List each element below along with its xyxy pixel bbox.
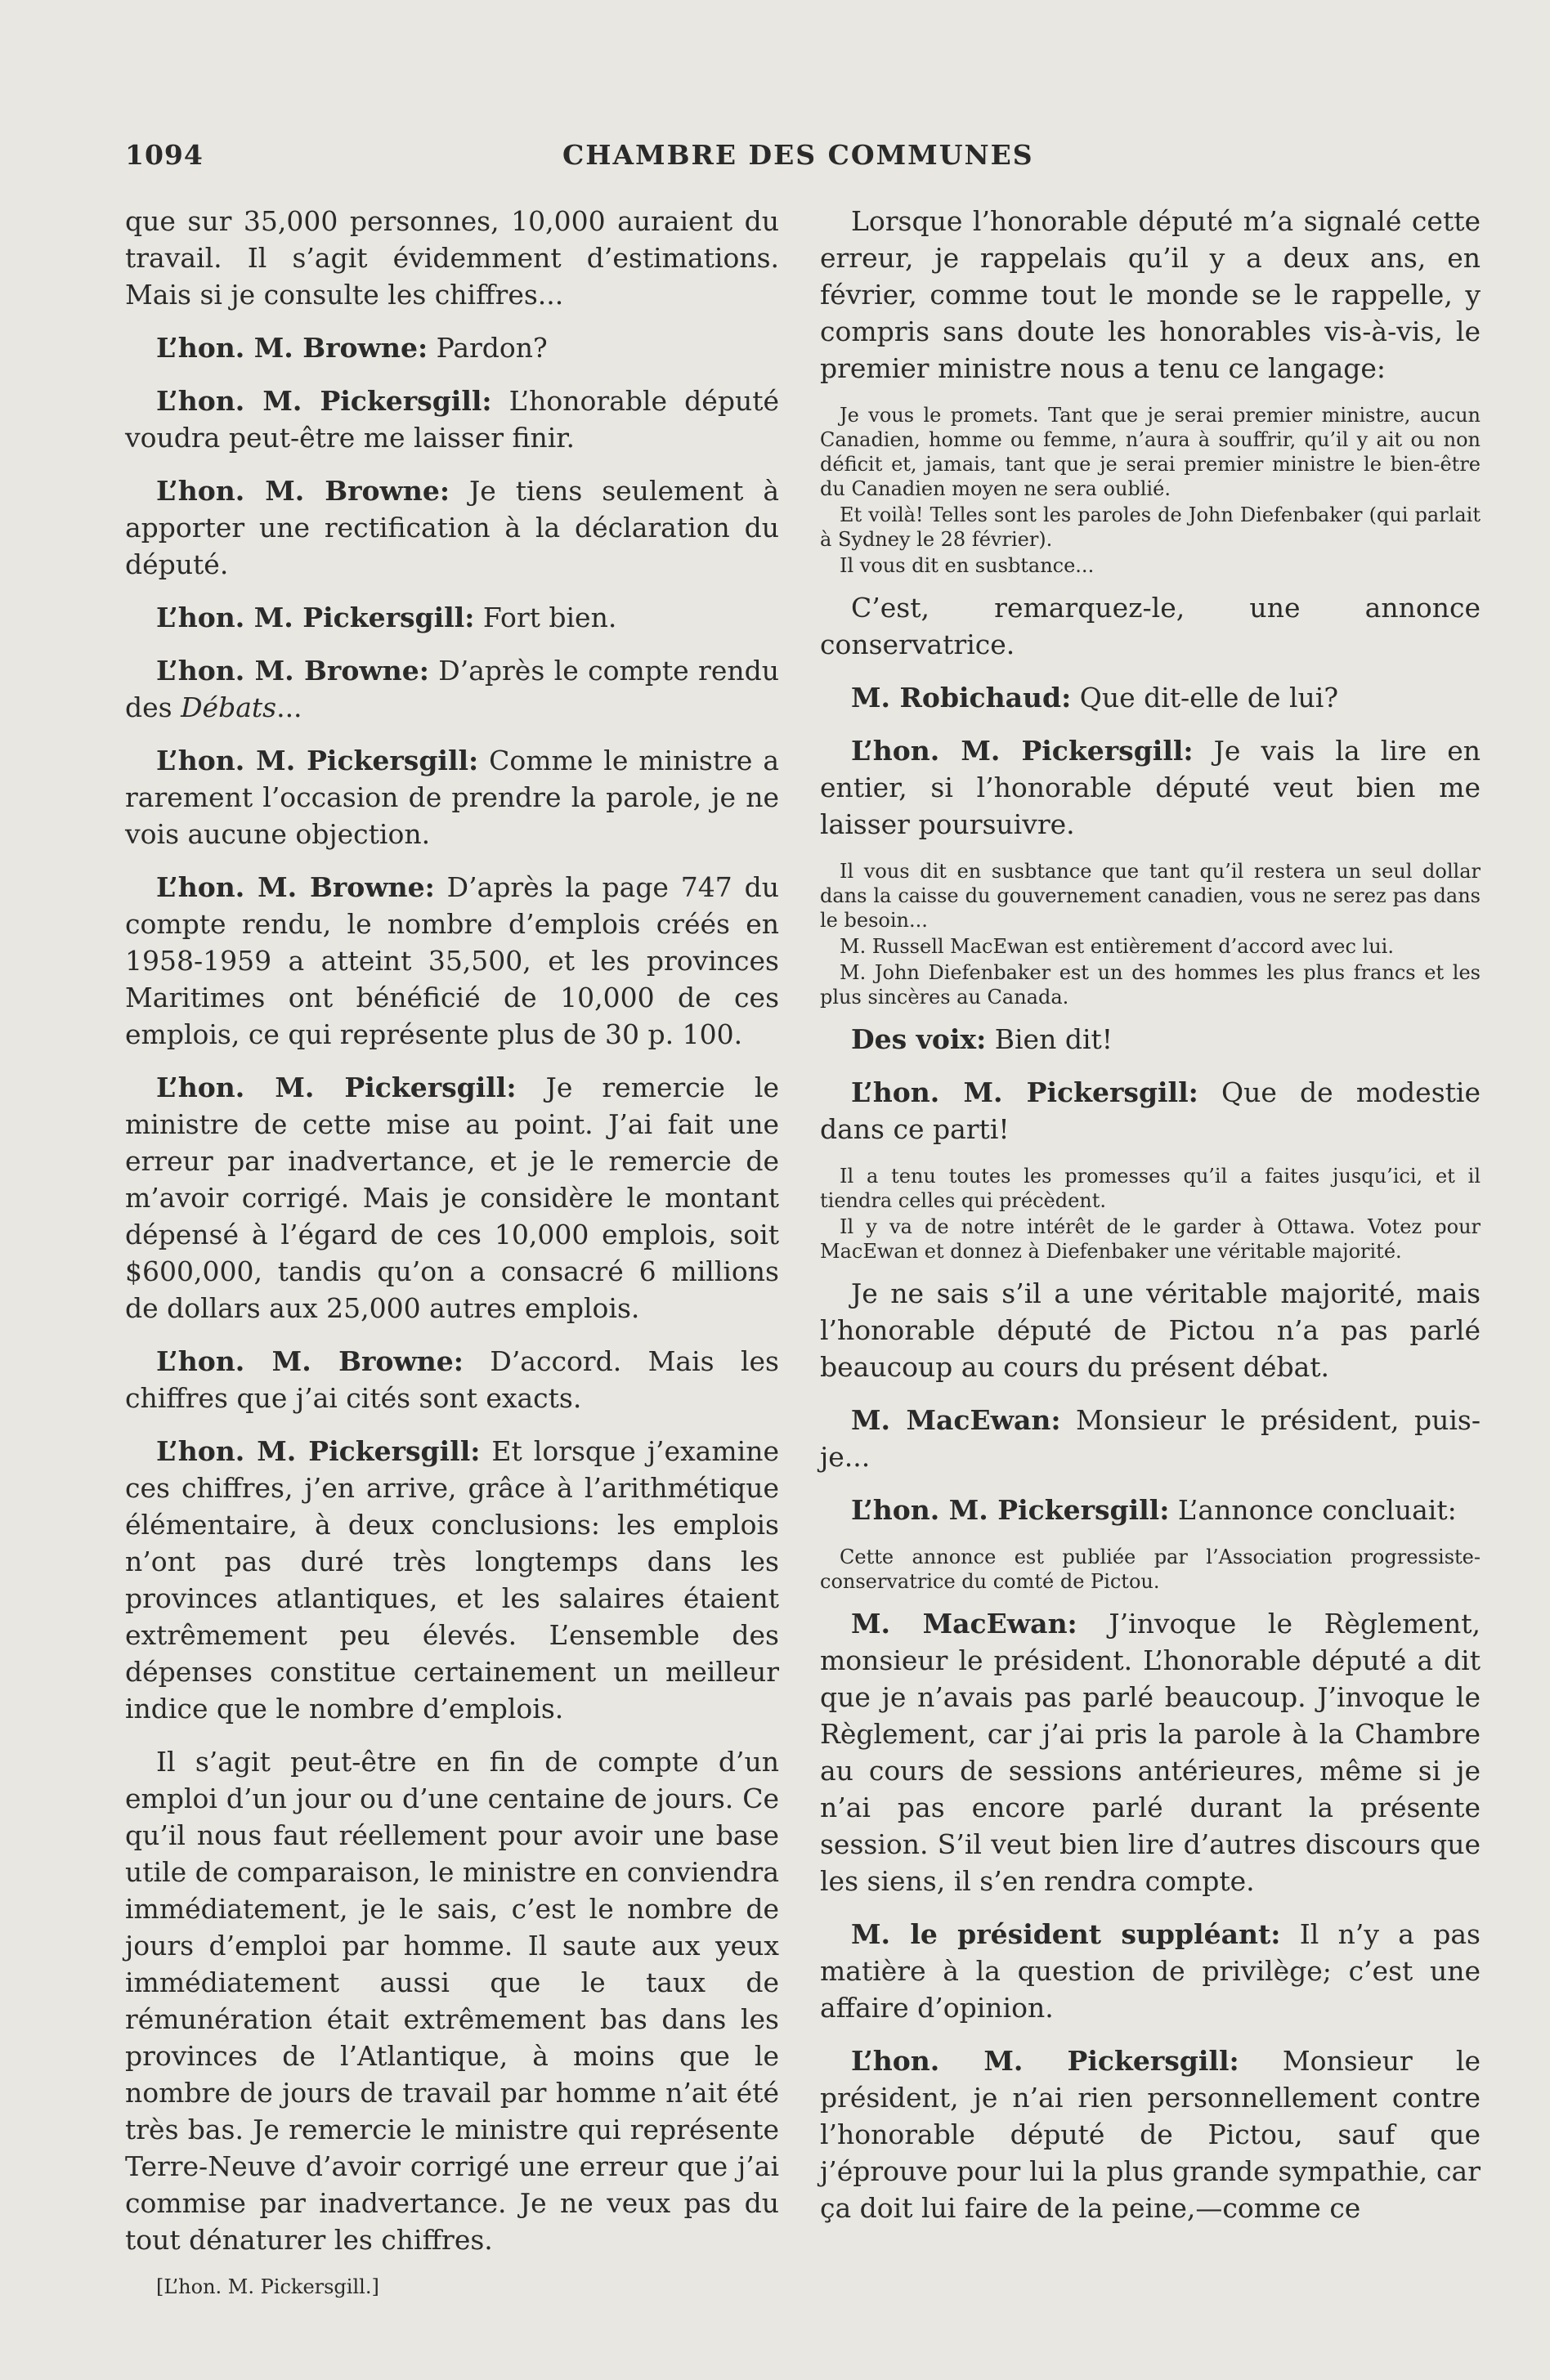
speaker-name: L’hon. M. Pickersgill:	[156, 1435, 481, 1467]
speech-text: Monsieur le président, puis-je...	[820, 1404, 1481, 1473]
paragraph	[125, 599, 779, 636]
quoted-text: Il vous dit en susbtance que tant qu’il restera un seul dollar dans la caisse du gouvernement canadien, vous ne serez pas dans le besoin...	[820, 860, 1481, 932]
speaker-name: L’hon. M. Browne:	[156, 655, 429, 687]
quoted-text: Et voilà! Telles sont les paroles de John Diefenbaker (qui parlait à Sydney le 28 février).	[820, 503, 1481, 551]
paragraph	[820, 1021, 1481, 1058]
speech-text: D’après le compte rendu des	[125, 655, 779, 723]
paragraph	[820, 1605, 1481, 1899]
speaker-name: Des voix:	[851, 1023, 987, 1055]
paragraph	[125, 869, 779, 1053]
speech-text: Je tiens seulement à apporter une rectification à la déclaration du député.	[125, 475, 779, 580]
speech-text: Fort bien.	[474, 602, 617, 633]
quoted-text: M. Russell MacEwan est entièrement d’accord avec lui.	[840, 935, 1394, 958]
speech-text: Que dit-elle de lui?	[1071, 682, 1339, 714]
speech-text: Je remercie le ministre de cette mise au point. J’ai fait une erreur par inadvertance, et je le remercie de m’avoir corrigé. Mais je considère le montant dépensé à l’égard de ces 10,000 emplois, soit $600,000, tandis qu’on a consacré 6 millions de dollars aux 25,000 autres emplois.	[125, 1071, 779, 1324]
paragraph: Je ne sais s’il a une véritable majorité, mais l’honorable député de Pictou n’a pas parlé beaucoup au cours du présent débat.	[820, 1277, 1481, 1383]
quoted-text: Il vous dit en susbtance...	[840, 554, 1095, 577]
paragraph	[820, 1492, 1481, 1528]
quoted-text: M. John Diefenbaker est un des hommes les plus francs et les plus sincères au Canada.	[820, 961, 1481, 1009]
speaker-name: L’hon. M. Browne:	[156, 871, 435, 903]
speech-text: Monsieur le président, je n’ai rien personnellement contre l’honorable député de Pictou, sauf que j’éprouve pour lui la plus grande sympathie, car ça doit lui faire de la peine,—comme ce	[820, 2045, 1481, 2224]
paragraph	[125, 382, 779, 456]
italic-title: Débats	[181, 691, 277, 723]
quoted-text: Il a tenu toutes les promesses qu’il a faites jusqu’ici, et il tiendra celles qui précèdent.	[820, 1165, 1481, 1212]
speech-text: Je vais la lire en entier, si l’honorable député veut bien me laisser poursuivre.	[820, 735, 1481, 840]
right-column	[820, 203, 1481, 2243]
quoted-text: Cette annonce est publiée par l’Association progressiste-conservatrice du comté de Pictou.	[820, 1546, 1481, 1593]
speech-text: Pardon?	[428, 332, 548, 364]
speech-text: Et lorsque j’examine ces chiffres, j’en arrive, grâce à l’arithmétique élémentaire, à deux conclusions: les emplois n’ont pas duré très longtemps dans les provinces atlantiques, et les salaires étaient extrêmement peu élevés. L’ensemble des dépenses constitue certainement un meilleur indice que le nombre d’emplois.	[125, 1435, 779, 1725]
page-title: CHAMBRE DES COMMUNES	[562, 139, 1034, 171]
speech-text: Que de modestie dans ce parti!	[820, 1076, 1481, 1145]
speaker-name: M. MacEwan:	[851, 1404, 1061, 1436]
paragraph: que sur 35,000 personnes, 10,000 auraient du travail. Il s’agit évidemment d’estimations. Mais si je consulte les chiffres...	[125, 205, 779, 311]
quoted-text: Je vous le promets. Tant que je serai premier ministre, aucun Canadien, homme ou femme, n’aura à souffrir, qu’il y ait ou non déficit et, jamais, tant que je serai premier ministre le bien-être du Canadien moyen ne sera oublié.	[820, 404, 1481, 500]
speech-text: D’après la page 747 du compte rendu, le nombre d’emplois créés en 1958-1959 a atteint 35,500, et les provinces Maritimes ont bénéficié de 10,000 de ces emplois, ce qui représente plus de 30 p. 100.	[125, 871, 779, 1050]
speech-text: J’invoque le Règlement, monsieur le président. L’honorable député a dit que je n’avais pas parlé beaucoup. J’invoque le Règlement, car j’ai pris la parole à la Chambre au cours de sessions antérieures, même si je n’ai pas encore parlé durant la présente session. S’il veut bien lire d’autres discours que les siens, il s’en rendra compte.	[820, 1608, 1481, 1897]
speaker-name: L’hon. M. Pickersgill:	[156, 385, 492, 417]
speech-text: L’honorable député voudra peut-être me laisser finir.	[125, 385, 779, 454]
paragraph	[820, 679, 1481, 716]
speaker-name: L’hon. M. Pickersgill:	[156, 1071, 517, 1103]
speech-text: D’accord. Mais les chiffres que j’ai cités sont exacts.	[125, 1345, 779, 1414]
speaker-name: M. le président suppléant:	[851, 1918, 1281, 1950]
speaker-name: L’hon. M. Pickersgill:	[851, 1494, 1170, 1526]
paragraph: Il s’agit peut-être en fin de compte d’un emploi d’un jour ou d’une centaine de jours. Ce qu’il nous faut réellement pour avoir une base utile de comparaison, le ministre en conviendra immédiatement, je le sais, c’est le nombre de jours d’emploi par homme. Il saute aux yeux immédiatement aussi que le taux de rémunération était extrêmement bas dans les provinces de l’Atlantique, à moins que le nombre de jours de travail par homme n’ait été très bas. Je remercie le ministre qui représente Terre-Neuve d’avoir corrigé une erreur que j’ai commise par inadvertance. Je ne veux pas du tout dénaturer les chiffres.	[125, 1746, 779, 2256]
paragraph	[820, 1916, 1481, 2026]
paragraph	[125, 329, 779, 366]
speech-text: L’annonce concluait:	[1169, 1494, 1457, 1526]
speaker-name: L’hon. M. Browne:	[156, 1345, 464, 1377]
speech-text: Il n’y a pas matière à la question de privilège; c’est une affaire d’opinion.	[820, 1918, 1481, 2024]
speaker-name: L’hon. M. Browne:	[156, 332, 428, 364]
quoted-text: Il y va de notre intérêt de le garder à Ottawa. Votez pour MacEwan et donnez à Diefenbaker une véritable majorité.	[820, 1215, 1481, 1263]
paragraph	[820, 2042, 1481, 2226]
speaker-name: L’hon. M. Pickersgill:	[156, 602, 475, 633]
left-column	[125, 203, 779, 2299]
speaker-name: L’hon. M. Pickersgill:	[851, 1076, 1198, 1108]
speaker-name: M. Robichaud:	[851, 682, 1072, 714]
paragraph: Lorsque l’honorable député m’a signalé cette erreur, je rappelais qu’il y a deux ans, en février, comme tout le monde se le rappelle, y compris sans doute les honorables vis-à-vis, le premier ministre nous a tenu ce langage:	[820, 205, 1481, 384]
speech-text: Comme le ministre a rarement l’occasion de prendre la parole, je ne vois aucune objection.	[125, 745, 779, 850]
speaker-name: L’hon. M. Pickersgill:	[851, 2045, 1239, 2077]
paragraph	[125, 742, 779, 852]
paragraph	[820, 1402, 1481, 1475]
paragraph	[820, 732, 1481, 843]
paragraph	[820, 1074, 1481, 1148]
speaker-name: L’hon. M. Pickersgill:	[156, 745, 479, 776]
paragraph	[125, 1433, 779, 1727]
page-number: 1094	[125, 139, 204, 171]
paragraph	[125, 1343, 779, 1416]
speaker-name: L’hon. M. Pickersgill:	[851, 735, 1194, 767]
speech-text: Bien dit!	[986, 1023, 1113, 1055]
speaker-name: L’hon. M. Browne:	[156, 475, 450, 507]
paragraph	[125, 472, 779, 583]
paragraph: C’est, remarquez-le, une annonce conservatrice.	[820, 592, 1481, 660]
speaker-name: M. MacEwan:	[851, 1608, 1077, 1640]
speaker-footer-note: [L’hon. M. Pickersgill.]	[156, 2275, 379, 2298]
paragraph	[125, 1069, 779, 1326]
speech-text: ...	[276, 691, 302, 723]
paragraph	[125, 652, 779, 726]
